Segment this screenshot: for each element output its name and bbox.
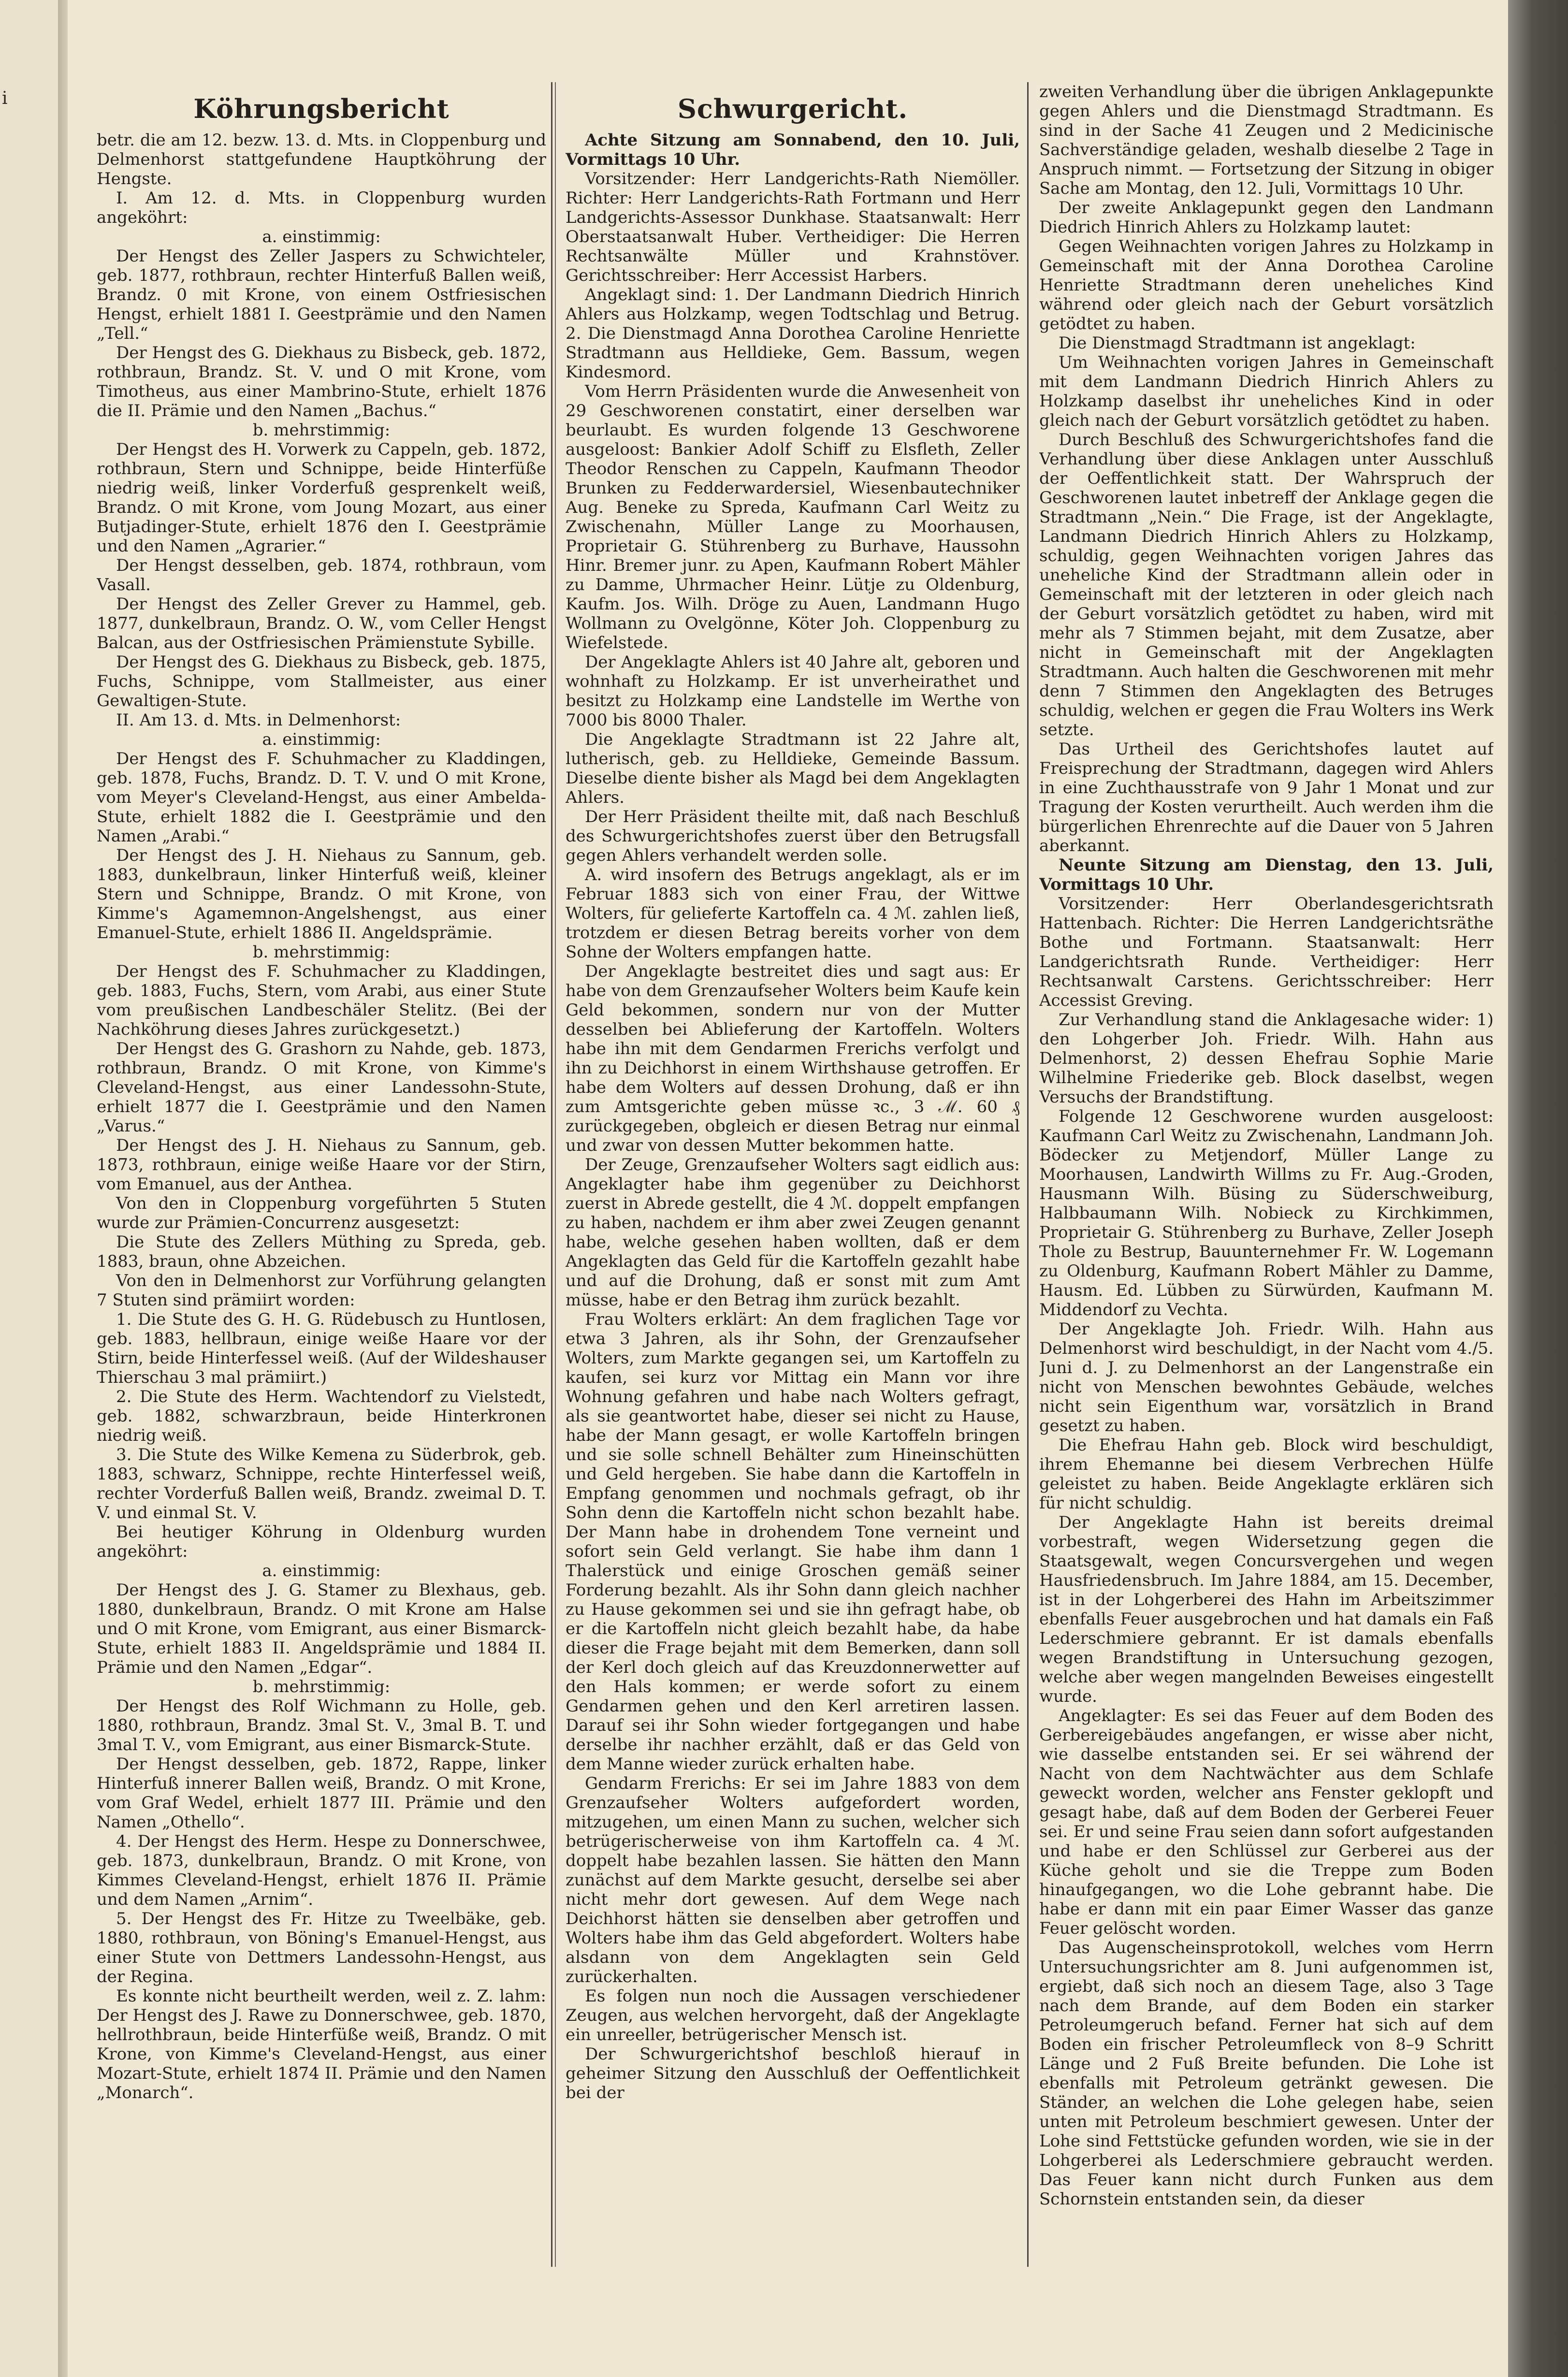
paragraph: Der Hengst desselben, geb. 1874, rothbraun, vom Vasall. bbox=[97, 556, 546, 594]
paragraph: 5. Der Hengst des Fr. Hitze zu Tweelbäke, geb. 1880, rothbraun, von Böning's Emanuel-Hengst, aus einer Stute von Dettmers Landessohn-Hengst, aus der Regina. bbox=[97, 1909, 546, 1986]
paragraph: Vom Herrn Präsidenten wurde die Anwesenheit von 29 Geschworenen constatirt, einer derselben war beurlaubt. Es wurden folgende 13 Geschworene ausgeloost: Bankier Adolf Schiff zu Elsfleth, Zeller Theodor Renschen zu Cappeln, Kaufmann Theodor Brunken zu Fedderwardersiel, Wiesenbautechniker Aug. Beneke zu Spreda, Kaufmann Carl Weitz zu Zwischenahn, Müller Lange zu Moorhausen, Proprietair G. Stührenberg zu Burhave, Haussohn Hinr. Bremer junr. zu Apen, Kaufmann Robert Mähler zu Damme, Uhrmacher Heinr. Lütje zu Oldenburg, Kaufm. Jos. Wilh. Dröge zu Auen, Landmann Hugo Wollmann zu Ovelgönne, Köter Joh. Cloppenburg zu Wiefelstede. bbox=[566, 382, 1020, 652]
paragraph: Der Hengst des Zeller Grever zu Hammel, geb. 1877, dunkelbraun, Brandz. O. W., vom Celler Hengst Balcan, aus der Ostfriesischen Prämienstute Sybille. bbox=[97, 594, 546, 652]
paragraph: Das Augenscheinsprotokoll, welches vom Herrn Untersuchungsrichter am 8. Juni aufgenommen ist, ergiebt, daß sich noch an diesem Tage, also 3 Tage nach dem Brande, auf dem Boden ein starker Petroleumgeruch befand. Ferner hat sich auf dem Boden ein frischer Petroleumfleck von 8–9 Schritt Länge und 2 Fuß Breite befunden. Die Lohe ist ebenfalls mit Petroleum getränkt gewesen. Die Ständer, an welchen die Lohe gelegen habe, seien unten mit Petroleum beschmiert gewesen. Unter der Lohe sind Fettstücke gefunden worden, wie sie in der Lohgerberei als Lederschmiere gebraucht werden. Das Feuer kann nicht durch Funken aus dem Schornstein entstanden sein, da dieser bbox=[1039, 1938, 1494, 2209]
paragraph: Der Hengst des Zeller Jaspers zu Schwichteler, geb. 1877, rothbraun, rechter Hinterfuß Ballen weiß, Brandz. 0 mit Krone, von einem Ostfriesischen Hengst, erhielt 1881 I. Geestprämie und den Namen „Tell.“ bbox=[97, 246, 546, 343]
paragraph: Vorsitzender: Herr Landgerichts-Rath Niemöller. Richter: Herr Landgerichts-Rath Fortmann und Herr Landgerichts-Assessor Dunkhase. Staatsanwalt: Herr Oberstaatsanwalt Huber. Vertheidiger: Die Herren Rechtsanwälte Müller und Krahnstöver. Gerichtsschreiber: Herr Accessist Harbers. bbox=[566, 169, 1020, 285]
paragraph: 4. Der Hengst des Herm. Hespe zu Donnerschwee, geb. 1873, dunkelbraun, Brandz. O mit Krone, von Kimmes Cleveland-Hengst, erhielt 1876 II. Prämie und dem Namen „Arnim“. bbox=[97, 1832, 546, 1909]
paragraph: Der Angeklagte Ahlers ist 40 Jahre alt, geboren und wohnhaft zu Holzkamp. Er ist unverheirathet und besitzt zu Holzkamp eine Landstelle im Werthe von 7000 bis 8000 Thaler. bbox=[566, 652, 1020, 730]
subsection-heading: b. mehrstimmig: bbox=[252, 942, 391, 962]
paragraph: Der Hengst des G. Diekhaus zu Bisbeck, geb. 1875, Fuchs, Schnippe, vom Stallmeister, aus einer Gewaltigen-Stute. bbox=[97, 652, 546, 710]
column-rule bbox=[555, 82, 556, 2267]
paragraph: Gendarm Frerichs: Er sei im Jahre 1883 von dem Grenzaufseher Wolters aufgefordert worden, mitzugehen, um einen Mann zu suchen, welcher sich betrügerischerweise von ihm Kartoffeln ca. 4 ℳ. doppelt habe bezahlen lassen. Sie hätten den Mann zunächst auf dem Markte gesucht, derselbe sei aber nicht mehr dort gewesen. Auf dem Wege nach Deichhorst hätten sie denselben aber getroffen und Wolters habe ihm das Geld abgefordert. Wolters habe alsdann von dem Angeklagten sein Geld zurückerhalten. bbox=[566, 1774, 1020, 1986]
paragraph: Von den in Cloppenburg vorgeführten 5 Stuten wurde zur Prämien-Concurrenz ausgesetzt: bbox=[97, 1194, 546, 1232]
paragraph: Der zweite Anklagepunkt gegen den Landmann Diedrich Hinrich Ahlers zu Holzkamp lautet: bbox=[1039, 198, 1494, 237]
paragraph: Gegen Weihnachten vorigen Jahres zu Holzkamp in Gemeinschaft mit der Anna Dorothea Caroline Henriette Stradtmann deren uneheliches Kind während oder gleich nach der Geburt vorsätzlich getödtet zu haben. bbox=[1039, 237, 1494, 333]
subsection-heading: b. mehrstimmig: bbox=[252, 420, 391, 440]
paragraph: Um Weihnachten vorigen Jahres in Gemeinschaft mit dem Landmann Diedrich Hinrich Ahlers zu Holzkamp daselbst ihr uneheliches Kind in oder gleich nach der Geburt vorsätzlich getödtet zu haben. bbox=[1039, 353, 1494, 430]
paragraph: Der Hengst des J. G. Stamer zu Blexhaus, geb. 1880, dunkelbraun, Brandz. O mit Krone am Halse und O mit Krone, vom Emigrant, aus einer Bismarck-Stute, erhielt 1883 II. Angeldsprämie und 1884 II. Prämie und den Namen „Edgar“. bbox=[97, 1580, 546, 1677]
paragraph: Die Stute des Zellers Müthing zu Spreda, geb. 1883, braun, ohne Abzeichen. bbox=[97, 1232, 546, 1271]
section-heading: II. Am 13. d. Mts. in Delmenhorst: bbox=[116, 710, 401, 730]
subsection-heading: a. einstimmig: bbox=[262, 1561, 381, 1580]
paragraph: Der Schwurgerichtshof beschloß hierauf in geheimer Sitzung den Ausschluß der Oeffentlichkeit bei der bbox=[566, 2044, 1020, 2102]
paragraph: Der Hengst des Rolf Wichmann zu Holle, geb. 1880, rothbraun, Brandz. 3mal St. V., 3mal B. T. und 3mal T. V., vom Emigrant, aus einer Bismarck-Stute. bbox=[97, 1696, 546, 1754]
previous-page-edge bbox=[0, 0, 58, 2377]
paragraph: Frau Wolters erklärt: An dem fraglichen Tage vor etwa 3 Jahren, als ihr Sohn, der Grenzaufseher Wolters, zum Markte gegangen sei, um Kartoffeln zu kaufen, sei kurz vor Mittag ein Mann vor ihre Wohnung gefahren und habe nach Wolters gefragt, als sie geantwortet habe, dieser sei nicht zu Hause, habe der Mann gesagt, er wolle Kartoffeln bringen und sie solle schnell Behälter zum Hineinschütten und Geld hergeben. Sie habe dann die Kartoffeln in Empfang genommen und nochmals gefragt, ob ihr Sohn denn die Kartoffeln nicht schon bezahlt habe. Der Mann habe in drohendem Tone verneint und sofort sein Geld verlangt. Sie habe ihm dann 1 Thalerstück und einige Groschen gemäß seiner Forderung bezahlt. Als ihr Sohn dann gleich nachher zu Hause gekommen sei und sie ihn gefragt habe, ob er die Kartoffeln nicht gleich bezahlt habe, da habe dieser die Frage bejaht mit dem Bemerken, dann soll der Kerl doch gleich auf das Kreuzdonnerwetter auf den Hals kommen; er werde sofort zu einem Gendarmen gehen und den Kerl arretiren lassen. Darauf sei ihr Sohn wieder fortgegangen und habe derselbe ihr nachher erzählt, daß er das Geld von dem Manne wieder zurück erhalten habe. bbox=[566, 1310, 1020, 1774]
column-continuation bbox=[1039, 82, 1494, 2286]
column-koehrungsbericht bbox=[97, 82, 546, 2286]
subsection-heading: a. einstimmig: bbox=[262, 227, 381, 246]
column-schwurgericht bbox=[566, 82, 1020, 2286]
edge-fragment: i bbox=[2, 88, 8, 108]
paragraph: Der Zeuge, Grenzaufseher Wolters sagt eidlich aus: Angeklagter habe ihm gegenüber zu Deichhorst zuerst in Abrede gestellt, die 4 ℳ. doppelt empfangen zu haben, nachdem er ihm aber zwei Zeugen genannt habe, welche gesehen haben wollten, daß er dem Angeklagten das Geld für die Kartoffeln gezahlt habe und auf die Drohung, daß er sonst mit zum Amt müsse, habe er den Betrag ihm zurück bezahlt. bbox=[566, 1155, 1020, 1310]
paragraph: Die Angeklagte Stradtmann ist 22 Jahre alt, lutherisch, geb. zu Helldieke, Gemeinde Bassum. Dieselbe diente bisher als Magd bei dem Angeklagten Ahlers. bbox=[566, 730, 1020, 807]
paragraph: Die Ehefrau Hahn geb. Block wird beschuldigt, ihrem Ehemanne bei diesem Verbrechen Hülfe geleistet zu haben. Beide Angeklagte erklären sich für nicht schuldig. bbox=[1039, 1435, 1494, 1513]
paragraph: Der Hengst des G. Grashorn zu Nahde, geb. 1873, rothbraun, Brandz. O mit Krone, von Kimme's Cleveland-Hengst, aus einer Landessohn-Stute, erhielt 1877 die I. Geestprämie und den Namen „Varus.“ bbox=[97, 1039, 546, 1136]
column-rule bbox=[551, 82, 552, 2267]
paragraph: betr. die am 12. bezw. 13. d. Mts. in Cloppenburg und Delmenhorst stattgefundene Hauptköhrung der Hengste. bbox=[97, 130, 546, 188]
paragraph: 2. Die Stute des Herm. Wachtendorf zu Vielstedt, geb. 1882, schwarzbraun, beide Hinterkronen niedrig weiß. bbox=[97, 1387, 546, 1445]
paragraph: Bei heutiger Köhrung in Oldenburg wurden angeköhrt: bbox=[97, 1522, 546, 1561]
paragraph: Zur Verhandlung stand die Anklagesache wider: 1) den Lohgerber Joh. Friedr. Wilh. Hahn aus Delmenhorst, 2) dessen Ehefrau Sophie Marie Wilhelmine Friederike geb. Block daselbst, wegen Versuchs der Brandstiftung. bbox=[1039, 1010, 1494, 1107]
paragraph: Der Hengst des G. Diekhaus zu Bisbeck, geb. 1872, rothbraun, Brandz. St. V. und O mit Krone, vom Timotheus, aus einer Mambrino-Stute, erhielt 1876 die II. Prämie und den Namen „Bachus.“ bbox=[97, 343, 546, 420]
newspaper-page bbox=[68, 0, 1508, 2377]
paragraph: Der Hengst des J. H. Niehaus zu Sannum, geb. 1883, dunkelbraun, linker Hinterfuß weiß, kleiner Stern und Schnippe, Brandz. O mit Krone, von Kimme's Agamemnon-Angelshengst, aus einer Emanuel-Stute, erhielt 1886 II. Angeldsprämie. bbox=[97, 846, 546, 942]
paragraph: Es folgen nun noch die Aussagen verschiedener Zeugen, aus welchen hervorgeht, daß der Angeklagte ein unreeller, betrügerischer Mensch ist. bbox=[566, 1986, 1020, 2044]
paragraph: Das Urtheil des Gerichtshofes lautet auf Freisprechung der Stradtmann, dagegen wird Ahlers in eine Zuchthausstrafe von 9 Jahr 1 Monat und zur Tragung der Kosten verurtheilt. Auch werden ihm die bürgerlichen Ehrenrechte auf die Dauer von 5 Jahren aberkannt. bbox=[1039, 739, 1494, 855]
article-title: Schwurgericht. bbox=[677, 93, 908, 124]
paragraph: Der Hengst des F. Schuhmacher zu Kladdingen, geb. 1878, Fuchs, Brandz. D. T. V. und O mit Krone, vom Meyer's Cleveland-Hengst, aus einer Ambelda-Stute, erhielt 1882 die I. Geestprämie und den Namen „Arabi.“ bbox=[97, 749, 546, 846]
paragraph: 3. Die Stute des Wilke Kemena zu Süderbrok, geb. 1883, schwarz, Schnippe, rechte Hinterfessel weiß, rechter Vorderfuß Ballen weiß, Brandz. zweimal D. T. V. und einmal St. V. bbox=[97, 1445, 546, 1522]
edge-text-fragments bbox=[2, 85, 21, 113]
sitting-heading: Neunte Sitzung am Dienstag, den 13. Juli, Vormittags 10 Uhr. bbox=[1039, 855, 1494, 894]
paragraph: A. wird insofern des Betrugs angeklagt, als er im Februar 1883 sich von einer Frau, der Wittwe Wolters, für gelieferte Kartoffeln ca. 4 ℳ. zahlen ließ, trotzdem er diesen Betrag bereits vorher von dem Sohne der Wolters empfangen hatte. bbox=[566, 865, 1020, 962]
subsection-heading: a. einstimmig: bbox=[262, 730, 381, 749]
paragraph: Angeklagter: Es sei das Feuer auf dem Boden des Gerbereigebäudes angefangen, er wisse aber nicht, wie dasselbe entstanden sei. Er sei während der Nacht von dem Nachtwächter aus dem Schlafe geweckt worden, welcher ans Fenster geklopft und gesagt habe, daß auf dem Boden der Gerberei Feuer sei. Er und seine Frau seien dann sofort aufgestanden und habe er den Schlüssel zur Gerberei aus der Küche geholt und sie die Treppe zum Boden hinaufgegangen, wo die Lohe gebrannt habe. Die habe er dann mit ein paar Eimer Wasser das ganze Feuer gelöscht worden. bbox=[1039, 1706, 1494, 1938]
column-rule bbox=[1027, 82, 1029, 2267]
paragraph: Der Hengst des H. Vorwerk zu Cappeln, geb. 1872, rothbraun, Stern und Schnippe, beide Hinterfüße niedrig weiß, linker Vorderfuß gesprenkelt weiß, Brandz. O mit Krone, vom Joung Mozart, aus einer Butjadinger-Stute, erhielt 1876 den I. Geestprämie und den Namen „Agrarier.“ bbox=[97, 440, 546, 556]
paragraph: Der Hengst desselben, geb. 1872, Rappe, linker Hinterfuß innerer Ballen weiß, Brandz. O mit Krone, vom Graf Wedel, erhielt 1877 III. Prämie und den Namen „Othello“. bbox=[97, 1754, 546, 1832]
paragraph: Vorsitzender: Herr Oberlandesgerichtsrath Hattenbach. Richter: Die Herren Landgerichtsräthe Bothe und Fortmann. Staatsanwalt: Herr Landgerichtsrath Runde. Vertheidiger: Herr Rechtsanwalt Carstens. Gerichtsschreiber: Herr Accessist Greving. bbox=[1039, 894, 1494, 1010]
paragraph: Der Hengst des F. Schuhmacher zu Kladdingen, geb. 1883, Fuchs, Stern, vom Arabi, aus einer Stute vom preußischen Landbeschäler Stelitz. (Bei der Nachköhrung dieses Jahres zurückgesetzt.) bbox=[97, 962, 546, 1039]
paragraph: Der Angeklagte Hahn ist bereits dreimal vorbestraft, wegen Widersetzung gegen die Staatsgewalt, wegen Concursvergehen und wegen Hausfriedensbruch. Im Jahre 1884, am 15. December, ist in der Lohgerberei des Hahn im Arbeitszimmer ebenfalls Feuer ausgebrochen und hat damals ein Faß Lederschmiere gebrannt. Er ist damals ebenfalls wegen Brandstiftung in Untersuchung gezogen, welche aber wegen mangelnden Beweises eingestellt wurde. bbox=[1039, 1513, 1494, 1706]
page-edge-shadow bbox=[1508, 0, 1568, 2377]
paragraph: Folgende 12 Geschworene wurden ausgeloost: Kaufmann Carl Weitz zu Zwischenahn, Landmann Joh. Bödecker zu Metjendorf, Müller Lange zu Moorhausen, Landwirth Willms zu Fr. Aug.-Groden, Hausmann Wilh. Büsing zu Süderschweiburg, Halbbaumann Wilh. Nobieck zu Kirchkimmen, Proprietair G. Stührenberg zu Burhave, Zeller Joseph Thole zu Bestrup, Bauunternehmer Fr. W. Logemann zu Oldenburg, Kaufmann Robert Mähler zu Damme, Hausm. Ed. Lübben zu Sürwürden, Kaufmann M. Middendorf zu Vechta. bbox=[1039, 1107, 1494, 1319]
paragraph: Durch Beschluß des Schwurgerichtshofes fand die Verhandlung über diese Anklagen unter Ausschluß der Oeffentlichkeit statt. Der Wahrspruch der Geschworenen lautet inbetreff der Anklage gegen die Stradtmann „Nein.“ Die Frage, ist der Angeklagte, Landmann Diedrich Hinrich Ahlers zu Holzkamp, schuldig, gegen Weihnachten vorigen Jahres das uneheliche Kind der Stradtmann allein oder in Gemeinschaft mit der letzteren in oder gleich nach der Geburt vorsätzlich getödtet zu haben, wird mit mehr als 7 Stimmen bejaht, mit dem Zusatze, aber nicht in Gemeinschaft mit der Angeklagten Stradtmann. Auch halten die Geschworenen mit mehr denn 7 Stimmen den Angeklagten des Betruges schuldig, welchen er gegen die Frau Wolters ins Werk setzte. bbox=[1039, 430, 1494, 739]
paragraph: Die Dienstmagd Stradtmann ist angeklagt: bbox=[1059, 333, 1416, 353]
article-title: Köhrungsbericht bbox=[193, 93, 450, 124]
paragraph: Der Angeklagte Joh. Friedr. Wilh. Hahn aus Delmenhorst wird beschuldigt, in der Nacht vom 4./5. Juni d. J. zu Delmenhorst an der Langenstraße ein nicht von Menschen bewohntes Gebäude, welches nicht sein Eigenthum war, vorsätzlich in Brand gesetzt zu haben. bbox=[1039, 1319, 1494, 1435]
paragraph: zweiten Verhandlung über die übrigen Anklagepunkte gegen Ahlers und die Dienstmagd Stradtmann. Es sind in der Sache 41 Zeugen und 2 Medicinische Sachverständige geladen, weshalb dieselbe 2 Tage in Anspruch nimmt. — Fortsetzung der Sitzung in obiger Sache am Montag, den 12. Juli, Vormittags 10 Uhr. bbox=[1039, 82, 1494, 198]
paragraph: Der Angeklagte bestreitet dies und sagt aus: Er habe von dem Grenzaufseher Wolters beim Kaufe kein Geld bekommen, sondern nur von der Mutter desselben bei Ablieferung der Kartoffeln. Wolters habe ihn mit dem Gendarmen Frerichs verfolgt und ihn zu Deichhorst in einem Wirthshause getroffen. Er habe dem Wolters auf dessen Drohung, daß er ihn zum Amtsgerichte geben müsse ꝛc., 3 ℳ. 60 ₰ zurückgegeben, obgleich er diesen Betrag nur einmal und zwar von dessen Mutter bekommen hatte. bbox=[566, 962, 1020, 1155]
page-gutter bbox=[58, 0, 68, 2377]
subsection-heading: b. mehrstimmig: bbox=[252, 1677, 391, 1696]
paragraph: Von den in Delmenhorst zur Vorführung gelangten 7 Stuten sind prämiirt worden: bbox=[97, 1271, 546, 1310]
paragraph: Der Herr Präsident theilte mit, daß nach Beschluß des Schwurgerichtshofes zuerst über den Betrugsfall gegen Ahlers verhandelt werden solle. bbox=[566, 807, 1020, 865]
section-heading: I. Am 12. d. Mts. in Cloppenburg wurden angeköhrt: bbox=[97, 188, 546, 227]
paragraph: Angeklagt sind: 1. Der Landmann Diedrich Hinrich Ahlers aus Holzkamp, wegen Todtschlag und Betrug. 2. Die Dienstmagd Anna Dorothea Caroline Henriette Stradtmann aus Helldieke, Gem. Bassum, wegen Kindesmord. bbox=[566, 285, 1020, 382]
paragraph: 1. Die Stute des G. H. G. Rüdebusch zu Huntlosen, geb. 1883, hellbraun, einige weiße Haare vor der Stirn, beide Hinterfessel weiß. (Auf der Wildeshauser Thierschau 3 mal prämiirt.) bbox=[97, 1310, 546, 1387]
sitting-heading: Achte Sitzung am Sonnabend, den 10. Juli, Vormittags 10 Uhr. bbox=[566, 130, 1020, 169]
paragraph: Der Hengst des J. H. Niehaus zu Sannum, geb. 1873, rothbraun, einige weiße Haare vor der Stirn, vom Emanuel, aus der Anthea. bbox=[97, 1136, 546, 1194]
paragraph: Es konnte nicht beurtheilt werden, weil z. Z. lahm: Der Hengst des J. Rawe zu Donnerschwee, geb. 1870, hellrothbraun, beide Hinterfüße weiß, Brandz. O mit Krone, von Kimme's Cleveland-Hengst, aus einer Mozart-Stute, erhielt 1874 II. Prämie und den Namen „Monarch“. bbox=[97, 1986, 546, 2102]
